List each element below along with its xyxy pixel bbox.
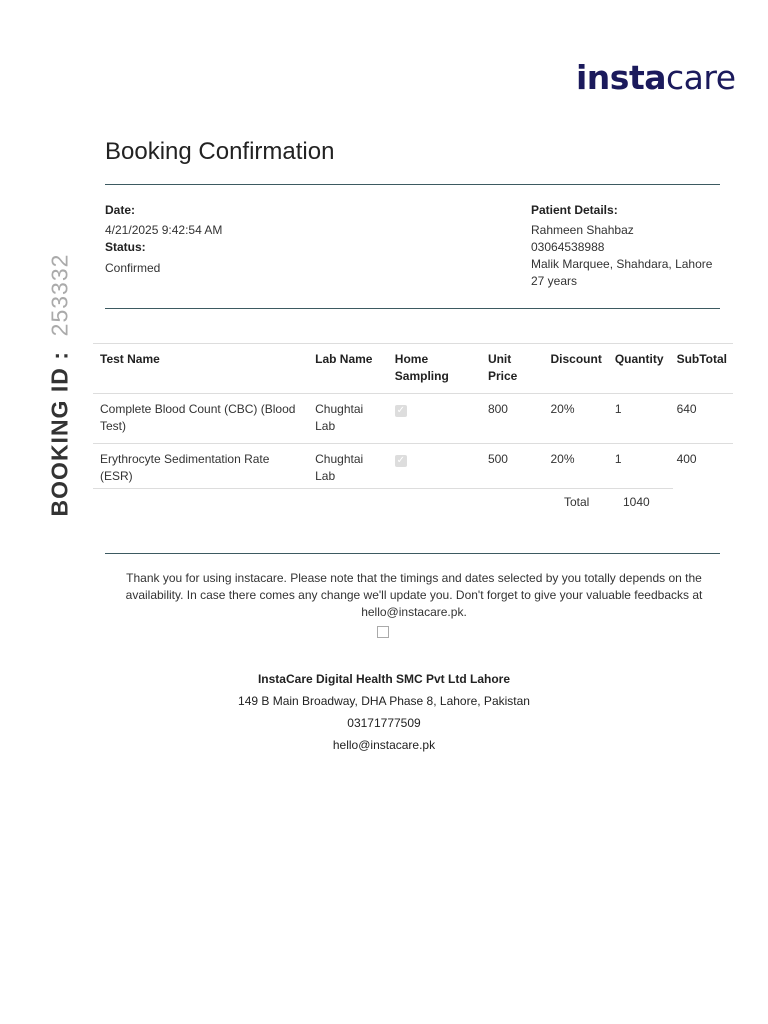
date-label: Date: — [105, 203, 136, 217]
patient-address: Malik Marquee, Shahdara, Lahore — [531, 257, 713, 271]
footer-email: hello@instacare.pk — [332, 738, 436, 752]
thank-you-note: Thank you for using instacare. Please note that the timings and dates selected by you totally depends on the availability. In case there comes any change we'll update you. Don't forget to give your valuable feedbacks at hello@instacare.pk. — [125, 571, 703, 619]
patient-age: 27 years — [531, 274, 578, 288]
footer-address: 149 B Main Broadway, DHA Phase 8, Lahore, Pakistan — [238, 694, 530, 708]
page-title: Booking Confirmation — [105, 138, 335, 165]
instacare-logo: instacare — [576, 58, 736, 97]
table-row: Erythrocyte Sedimentation Rate (ESR) Chughtai Lab ✓ 500 20% 1 400 — [93, 444, 733, 494]
table-row: Complete Blood Count (CBC) (Blood Test) Chughtai Lab ✓ 800 20% 1 640 — [93, 394, 733, 444]
divider — [105, 308, 720, 309]
divider — [105, 184, 720, 185]
broken-image-icon — [377, 626, 389, 638]
divider — [93, 488, 673, 489]
patient-label: Patient Details: — [531, 203, 618, 217]
status-label: Status: — [105, 240, 146, 254]
booking-id: BOOKING ID : 253332 — [46, 253, 73, 517]
table-header: Test Name Lab Name Home Sampling Unit Price Discount Quantity SubTotal — [93, 344, 733, 394]
patient-name: Rahmeen Shahbaz — [531, 223, 634, 237]
total-label: Total — [564, 495, 590, 509]
date-value: 4/21/2025 9:42:54 AM — [105, 223, 223, 237]
footer-company: InstaCare Digital Health SMC Pvt Ltd Lahore — [257, 672, 511, 686]
footer-phone: 03171777509 — [347, 716, 421, 730]
home-sampling-checkbox: ✓ — [396, 455, 405, 466]
patient-details — [531, 222, 712, 290]
booking-id-value: 253332 — [46, 253, 73, 337]
divider — [105, 553, 720, 554]
tests-table — [93, 343, 733, 493]
patient-phone: 03064538988 — [531, 240, 605, 254]
home-sampling-checkbox: ✓ — [396, 405, 405, 416]
total-value: 1040 — [623, 495, 650, 509]
status-value: Confirmed — [105, 261, 161, 275]
